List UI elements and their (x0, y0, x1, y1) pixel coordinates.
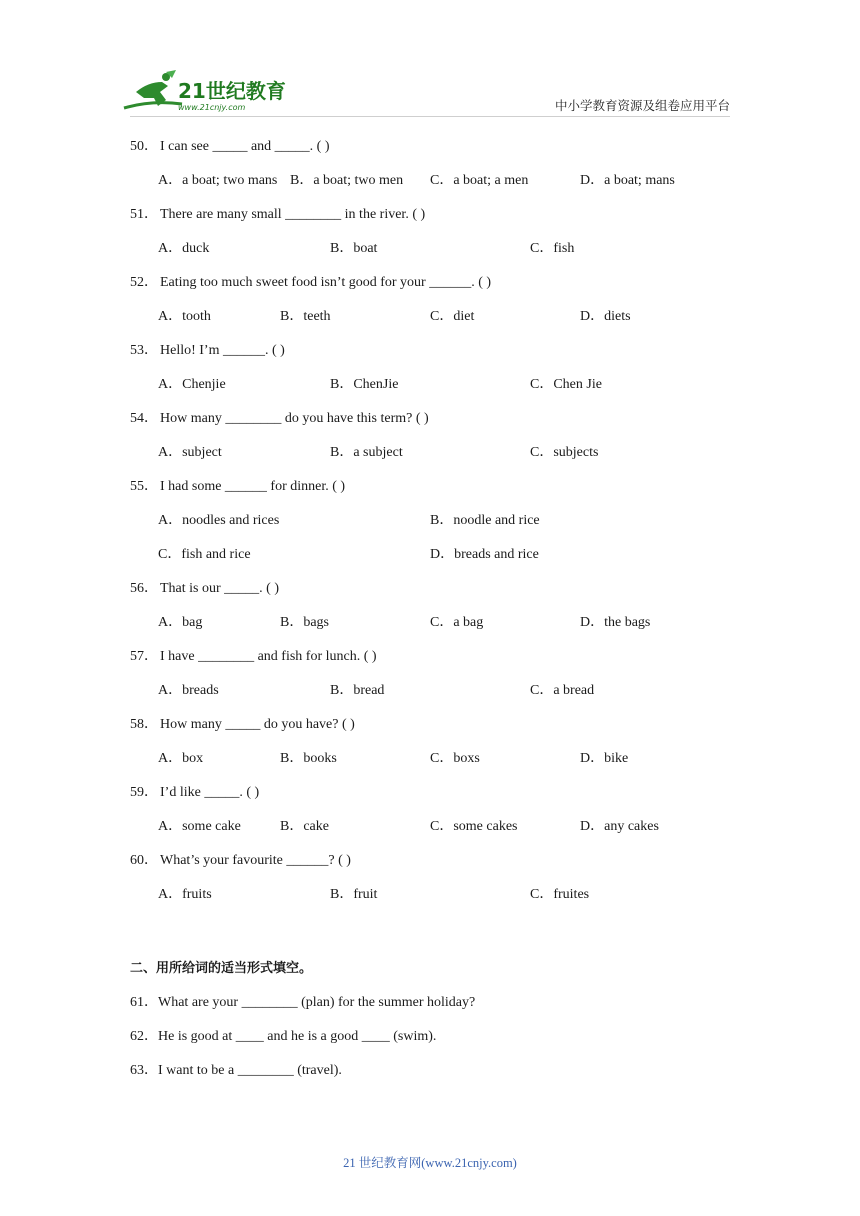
answer-option[interactable]: A．box (158, 751, 204, 766)
question-text: How many _____ do you have? ( ) (160, 717, 355, 732)
question-row (0, 851, 860, 871)
answer-option[interactable]: A．duck (158, 241, 210, 256)
answer-option[interactable]: C．some cakes (430, 819, 518, 834)
question-number: 50． (130, 139, 158, 154)
logo-url: www.21cnjy.com (178, 103, 246, 112)
answer-option[interactable]: D．breads and rice (430, 547, 539, 562)
answer-option[interactable]: C．fish (530, 241, 575, 256)
answer-option[interactable]: C．Chen Jie (530, 377, 602, 392)
question-number: 52． (130, 275, 158, 290)
answer-option[interactable]: A．fruits (158, 887, 212, 902)
section-title: 二、用所给词的适当形式填空。 (130, 961, 313, 976)
question-row (0, 715, 860, 735)
answer-option[interactable]: B．teeth (280, 309, 331, 324)
question-number: 55． (130, 479, 158, 494)
answer-option[interactable]: B．boat (330, 241, 378, 256)
answer-option[interactable]: A．subject (158, 445, 222, 460)
question-row (0, 409, 860, 429)
answer-option[interactable]: A．tooth (158, 309, 211, 324)
answer-option[interactable]: A．some cake (158, 819, 241, 834)
answer-option[interactable]: D．bike (580, 751, 629, 766)
answer-option[interactable]: D．any cakes (580, 819, 659, 834)
question-row (0, 273, 860, 293)
fill-item (0, 1061, 860, 1081)
logo-text: 21世纪教育 (178, 79, 286, 103)
question-text: Eating too much sweet food isn’t good for your ______. ( ) (160, 275, 492, 290)
answer-option[interactable]: C．a bread (530, 683, 595, 698)
question-row (0, 647, 860, 667)
answer-option[interactable]: C．fruites (530, 887, 590, 902)
fill-item (0, 993, 860, 1013)
answer-option[interactable]: C．a bag (430, 615, 484, 630)
question-number: 56． (130, 581, 158, 596)
question-text: I can see _____ and _____. ( ) (160, 139, 330, 154)
answer-option[interactable]: D．diets (580, 309, 631, 324)
fill-text: 63．I want to be a ________ (travel). (130, 1063, 342, 1078)
option-row (0, 239, 860, 259)
option-row (0, 443, 860, 463)
question-number: 51． (130, 207, 158, 222)
question-row (0, 341, 860, 361)
answer-option[interactable]: B．noodle and rice (430, 513, 540, 528)
option-row (0, 171, 860, 191)
question-number: 60． (130, 853, 158, 868)
option-row (0, 885, 860, 905)
page-footer: 21 世纪教育网(www.21cnjy.com) (343, 1156, 517, 1170)
question-text: There are many small ________ in the river. ( ) (160, 207, 426, 222)
site-name: 中小学教育资源及组卷应用平台 (554, 98, 730, 113)
question-row (0, 205, 860, 225)
page-header (0, 0, 860, 125)
question-text: How many ________ do you have this term? ( ) (160, 411, 429, 426)
option-row (0, 817, 860, 837)
option-row (0, 511, 860, 531)
question-number: 58． (130, 717, 158, 732)
answer-option[interactable]: A．bag (158, 615, 203, 630)
option-row (0, 749, 860, 769)
fill-text: 62．He is good at ____ and he is a good ____ (swim). (130, 1029, 437, 1044)
question-number: 59． (130, 785, 158, 800)
answer-option[interactable]: C．diet (430, 309, 475, 324)
answer-option[interactable]: A．Chenjie (158, 377, 226, 392)
answer-option[interactable]: B．books (280, 751, 337, 766)
question-text: Hello! I’m ______. ( ) (160, 343, 285, 358)
question-number: 54． (130, 411, 158, 426)
option-row (0, 545, 860, 565)
option-row (0, 613, 860, 633)
answer-option[interactable]: B．bags (280, 615, 329, 630)
logo-21cnjy (122, 68, 292, 114)
option-row (0, 307, 860, 327)
question-text: I have ________ and fish for lunch. ( ) (160, 649, 377, 664)
question-number: 53． (130, 343, 158, 358)
answer-option[interactable]: C．fish and rice (158, 547, 251, 562)
question-text: That is our _____. ( ) (160, 581, 279, 596)
option-row (0, 375, 860, 395)
answer-option[interactable]: B．a boat; two men (290, 173, 404, 188)
question-text: I had some ______ for dinner. ( ) (160, 479, 346, 494)
answer-option[interactable]: D．a boat; mans (580, 173, 675, 188)
question-text: I’d like _____. ( ) (160, 785, 260, 800)
answer-option[interactable]: B．cake (280, 819, 329, 834)
question-row (0, 137, 860, 157)
answer-option[interactable]: B．bread (330, 683, 385, 698)
answer-option[interactable]: C．subjects (530, 445, 599, 460)
answer-option[interactable]: C．a boat; a men (430, 173, 529, 188)
fill-text: 61．What are your ________ (plan) for the summer holiday? (130, 995, 476, 1010)
answer-option[interactable]: B．a subject (330, 445, 403, 460)
answer-option[interactable]: B．fruit (330, 887, 378, 902)
answer-option[interactable]: B．ChenJie (330, 377, 399, 392)
question-row (0, 477, 860, 497)
answer-option[interactable]: A．a boat; two mans (158, 173, 278, 188)
question-row (0, 783, 860, 803)
option-row (0, 681, 860, 701)
question-row (0, 579, 860, 599)
answer-option[interactable]: D．the bags (580, 615, 651, 630)
header-divider (130, 116, 730, 117)
answer-option[interactable]: A．breads (158, 683, 219, 698)
question-number: 57． (130, 649, 158, 664)
answer-option[interactable]: C．boxs (430, 751, 480, 766)
fill-item (0, 1027, 860, 1047)
answer-option[interactable]: A．noodles and rices (158, 513, 280, 528)
question-text: What’s your favourite ______? ( ) (160, 853, 351, 868)
